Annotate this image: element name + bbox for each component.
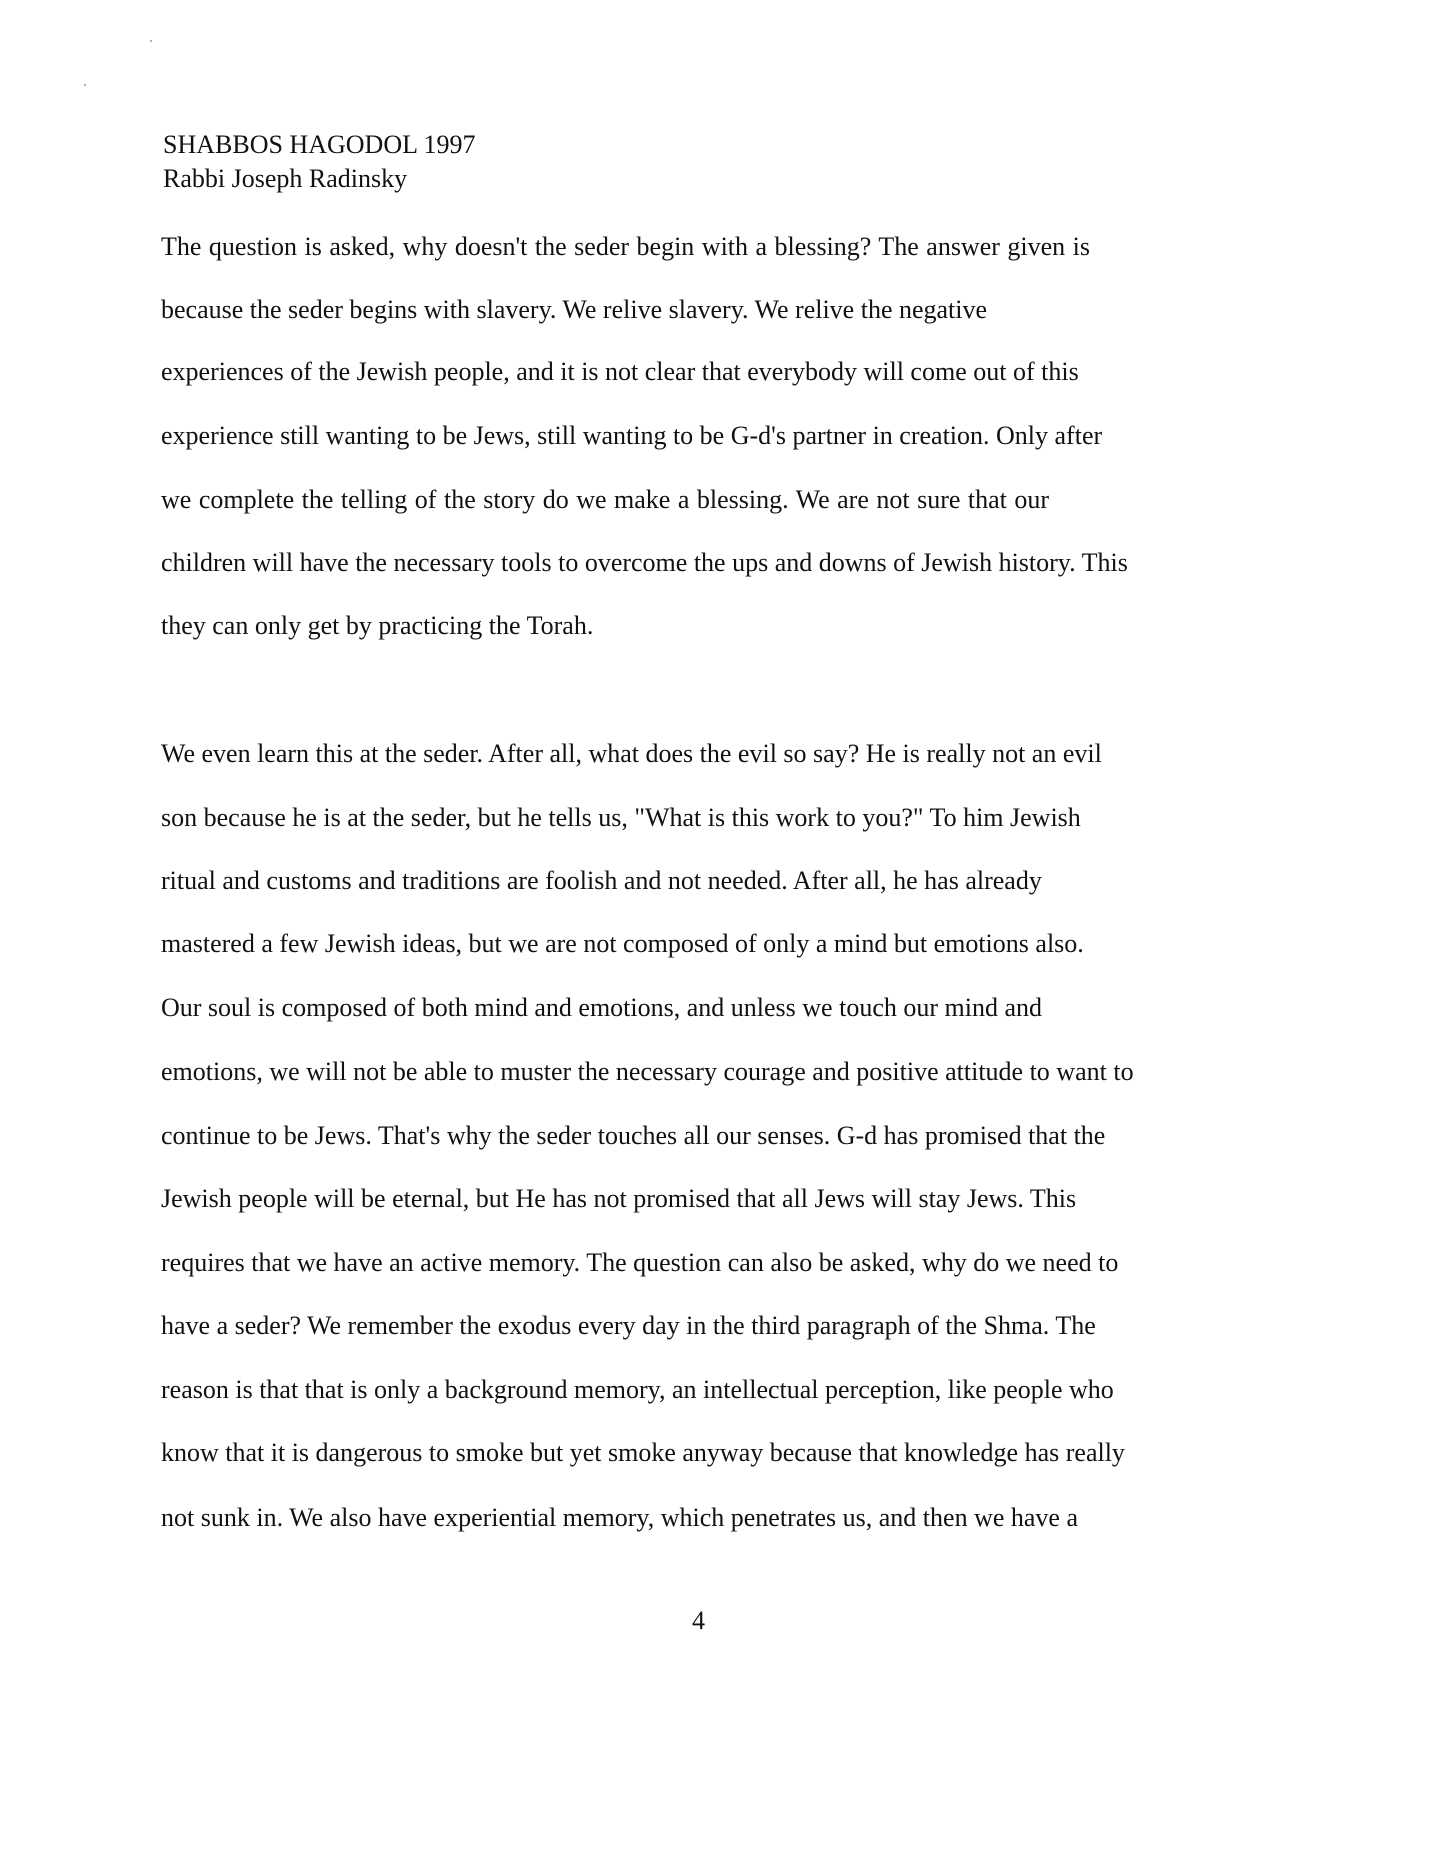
paragraph-2-line: We even learn this at the seder. After all, what does the evil so say? He is really not an evil [161, 739, 1102, 768]
scan-speck [150, 40, 152, 42]
paragraph-2-line: son because he is at the seder, but he tells us, "What is this work to you?" To him Jewish [161, 803, 1081, 832]
paragraph-2-line: continue to be Jews. That's why the seder touches all our senses. G-d has promised that the [161, 1121, 1106, 1150]
paragraph-2-line: reason is that that is only a background memory, an intellectual perception, like people who [161, 1375, 1114, 1404]
paragraph-1-line: because the seder begins with slavery. We relive slavery. We relive the negative [161, 295, 988, 324]
paragraph-1-line: experience still wanting to be Jews, still wanting to be G-d's partner in creation. Only after [161, 421, 1103, 450]
paragraph-1-line: they can only get by practicing the Torah. [161, 611, 594, 640]
paragraph-2-line: emotions, we will not be able to muster the necessary courage and positive attitude to want to [161, 1057, 1134, 1086]
document-header [163, 128, 476, 196]
paragraph-2-line: mastered a few Jewish ideas, but we are not composed of only a mind but emotions also. [161, 929, 1084, 958]
paragraph-2-line: ritual and customs and traditions are foolish and not needed. After all, he has already [161, 866, 1042, 895]
document-title: SHABBOS HAGODOL 1997 [163, 130, 476, 159]
paragraph-2-line: Our soul is composed of both mind and emotions, and unless we touch our mind and [161, 993, 1043, 1022]
paragraph-2-line: not sunk in. We also have experiential memory, which penetrates us, and then we have a [161, 1503, 1079, 1532]
paragraph-2-line: Jewish people will be eternal, but He has not promised that all Jews will stay Jews. This [161, 1184, 1077, 1213]
page-number: 4 [692, 1606, 705, 1635]
paragraph-2-line: have a seder? We remember the exodus every day in the third paragraph of the Shma. The [161, 1311, 1096, 1340]
paragraph-1-line: we complete the telling of the story do we make a blessing. We are not sure that our [161, 485, 1050, 514]
paragraph-2-line: requires that we have an active memory. The question can also be asked, why do we need to [161, 1248, 1119, 1277]
document-author: Rabbi Joseph Radinsky [163, 164, 408, 193]
paragraph-2-line: know that it is dangerous to smoke but yet smoke anyway because that knowledge has really [161, 1438, 1125, 1467]
paragraph-1-line: children will have the necessary tools to overcome the ups and downs of Jewish history. This [161, 548, 1128, 577]
paragraph-1-line: experiences of the Jewish people, and it is not clear that everybody will come out of this [161, 357, 1079, 386]
scan-speck [84, 84, 86, 86]
paragraph-1-line: The question is asked, why doesn't the seder begin with a blessing? The answer given is [161, 232, 1091, 261]
